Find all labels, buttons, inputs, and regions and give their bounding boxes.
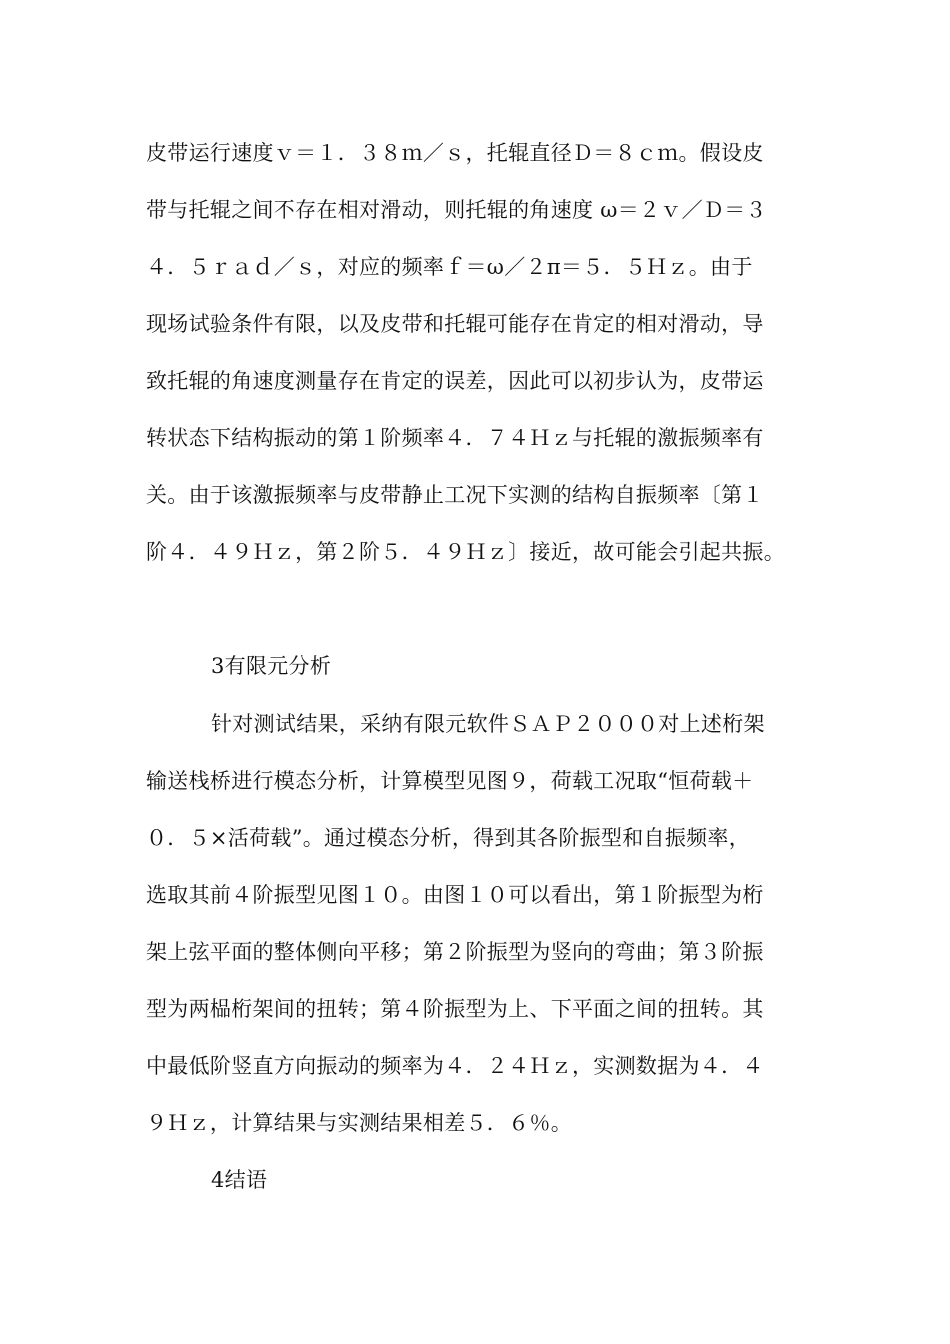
paragraph-line: 皮带运行速度ｖ＝１．３８ｍ／ｓ，托辊直径Ｄ＝８ｃｍ。假设皮	[146, 141, 764, 165]
paragraph-line: 型为两榀桁架间的扭转；第４阶振型为上、下平面之间的扭转。其	[146, 997, 764, 1021]
paragraph-line: 转状态下结构振动的第１阶频率４．７４Ｈｚ与托辊的激振频率有	[146, 426, 764, 450]
section-heading: 4结语	[211, 1168, 268, 1192]
paragraph-line: 针对测试结果，采纳有限元软件ＳＡＰ２０００对上述桁架	[211, 712, 765, 736]
paragraph-line: 架上弦平面的整体侧向平移；第２阶振型为竖向的弯曲；第３阶振	[146, 940, 764, 964]
paragraph-line: 选取其前４阶振型见图１０。由图１０可以看出，第１阶振型为桁	[146, 883, 764, 907]
paragraph-line: ０．５×活荷载”。通过模态分析，得到其各阶振型和自振频率，	[146, 826, 751, 850]
paragraph-line: ４．５ｒａｄ／ｓ，对应的频率ｆ＝ω／２π＝５．５Ｈｚ。由于	[146, 255, 753, 279]
paragraph-line: 致托辊的角速度测量存在肯定的误差，因此可以初步认为，皮带运	[146, 369, 764, 393]
paragraph-line: 带与托辊之间不存在相对滑动，则托辊的角速度 ω＝２ｖ／Ｄ＝３	[146, 198, 767, 222]
paragraph-line: 输送栈桥进行模态分析，计算模型见图９，荷载工况取“恒荷载＋	[146, 769, 754, 793]
paragraph-line: ９Ｈｚ，计算结果与实测结果相差５．６％。	[146, 1111, 572, 1135]
paragraph-line: 现场试验条件有限，以及皮带和托辊可能存在肯定的相对滑动，导	[146, 312, 764, 336]
paragraph-line: 阶４．４９Ｈｚ，第２阶５．４９Ｈｚ〕接近，故可能会引起共振。	[146, 540, 785, 564]
section-heading: 3有限元分析	[211, 654, 332, 678]
paragraph-line: 关。由于该激振频率与皮带静止工况下实测的结构自振频率〔第１	[146, 483, 764, 507]
paragraph-line: 中最低阶竖直方向振动的频率为４．２４Ｈｚ，实测数据为４．４	[146, 1054, 764, 1078]
